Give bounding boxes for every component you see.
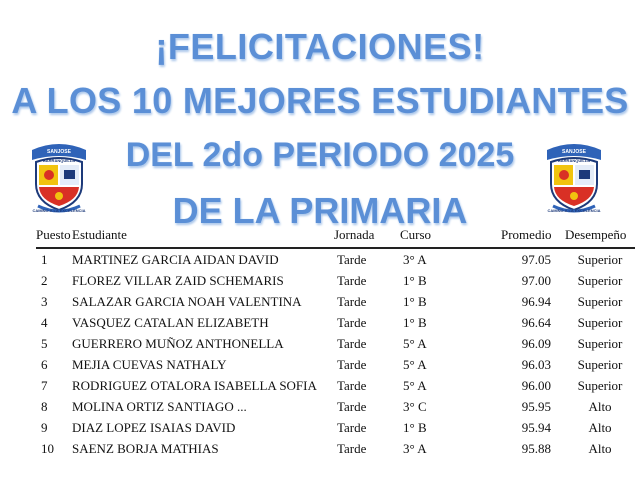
cell-promedio: 96.94 — [521, 293, 551, 309]
school-crest-left — [24, 140, 94, 216]
column-header-estudiante: Estudiante — [72, 227, 334, 248]
column-header-desempeno: Desempeño — [565, 227, 635, 248]
cell-desempeno: Superior — [577, 356, 623, 372]
cell-puesto: 5 — [41, 335, 48, 351]
ranking-table — [36, 227, 635, 459]
cell-puesto: 1 — [41, 251, 48, 267]
table-row — [36, 291, 635, 312]
cell-puesto: 9 — [41, 419, 48, 435]
cell-promedio: 97.00 — [521, 272, 551, 288]
table-row — [36, 248, 635, 270]
cell-curso: 1° B — [403, 293, 427, 309]
cell-estudiante: SAENZ BORJA MATHIAS — [72, 440, 219, 456]
cell-estudiante: MARTINEZ GARCIA AIDAN DAVID — [72, 251, 279, 267]
cell-estudiante: DIAZ LOPEZ ISAIAS DAVID — [72, 419, 236, 435]
cell-jornada: Tarde — [337, 419, 367, 435]
table-row — [36, 333, 635, 354]
table-row — [36, 312, 635, 333]
cell-desempeno: Superior — [577, 314, 623, 330]
crest-city-text: BARRANQUILLA — [42, 158, 76, 163]
cell-desempeno: Alto — [588, 419, 612, 435]
cell-puesto: 10 — [41, 440, 54, 456]
cell-promedio: 95.95 — [521, 398, 551, 414]
crest-city-text: BARRANQUILLA — [557, 158, 591, 163]
cell-desempeno: Superior — [577, 377, 623, 393]
cell-curso: 1° B — [403, 419, 427, 435]
cell-desempeno: Alto — [588, 440, 612, 456]
school-crest-right — [539, 140, 609, 216]
column-header-curso: Curso — [400, 227, 501, 248]
cell-jornada: Tarde — [337, 251, 367, 267]
column-header-promedio: Promedio — [501, 227, 565, 248]
cell-puesto: 7 — [41, 377, 48, 393]
crest-name-text: SANJOSE — [562, 149, 586, 155]
table-row — [36, 438, 635, 459]
headline-primaria: DE LA PRIMARIA — [172, 190, 468, 231]
cell-desempeno: Superior — [577, 335, 623, 351]
cell-estudiante: FLOREZ VILLAR ZAID SCHEMARIS — [72, 272, 284, 288]
cell-promedio: 95.94 — [521, 419, 551, 435]
cell-estudiante: MEJIA CUEVAS NATHALY — [72, 356, 227, 372]
cell-jornada: Tarde — [337, 377, 367, 393]
cell-jornada: Tarde — [337, 398, 367, 414]
cell-promedio: 96.03 — [521, 356, 551, 372]
cell-promedio: 97.05 — [521, 251, 551, 267]
cell-jornada: Tarde — [337, 335, 367, 351]
cell-curso: 5° A — [403, 377, 427, 393]
cell-desempeno: Superior — [577, 251, 623, 267]
cell-promedio: 95.88 — [521, 440, 551, 456]
cell-desempeno: Superior — [577, 272, 623, 288]
cell-curso: 1° B — [403, 314, 427, 330]
cell-jornada: Tarde — [337, 440, 367, 456]
cell-desempeno: Alto — [588, 398, 612, 414]
crest-name-text: SANJOSE — [47, 149, 71, 155]
cell-puesto: 4 — [41, 314, 48, 330]
cell-estudiante: RODRIGUEZ OTALORA ISABELLA SOFIA — [72, 377, 317, 393]
cell-puesto: 2 — [41, 272, 48, 288]
cell-jornada: Tarde — [337, 356, 367, 372]
cell-estudiante: GUERRERO MUÑOZ ANTHONELLA — [72, 335, 284, 351]
cell-puesto: 3 — [41, 293, 48, 309]
table-row — [36, 396, 635, 417]
cell-curso: 5° A — [403, 356, 427, 372]
column-header-puesto: Puesto — [36, 227, 72, 248]
cell-curso: 5° A — [403, 335, 427, 351]
cell-desempeno: Superior — [577, 293, 623, 309]
table-row — [36, 354, 635, 375]
crest-motto-text: CAMINO A LA EXCELENCIA — [32, 208, 86, 213]
cell-curso: 3° A — [403, 251, 427, 267]
cell-curso: 1° B — [403, 272, 427, 288]
cell-jornada: Tarde — [337, 272, 367, 288]
crest-motto-text: CAMINO A LA EXCELENCIA — [547, 208, 601, 213]
cell-curso: 3° A — [403, 440, 427, 456]
cell-promedio: 96.09 — [521, 335, 551, 351]
cell-puesto: 6 — [41, 356, 48, 372]
cell-curso: 3° C — [403, 398, 427, 414]
cell-puesto: 8 — [41, 398, 48, 414]
cell-promedio: 96.64 — [521, 314, 551, 330]
headline-mejores-estudiantes: A LOS 10 MEJORES ESTUDIANTES — [11, 80, 629, 121]
column-header-jornada: Jornada — [334, 227, 400, 248]
table-header-row — [36, 227, 635, 248]
cell-jornada: Tarde — [337, 293, 367, 309]
cell-estudiante: VASQUEZ CATALAN ELIZABETH — [72, 314, 269, 330]
cell-estudiante: SALAZAR GARCIA NOAH VALENTINA — [72, 293, 302, 309]
table-row — [36, 270, 635, 291]
headline-periodo: DEL 2do PERIODO 2025 — [125, 136, 515, 174]
cell-estudiante: MOLINA ORTIZ SANTIAGO ... — [72, 398, 247, 414]
table-row — [36, 375, 635, 396]
cell-jornada: Tarde — [337, 314, 367, 330]
table-row — [36, 417, 635, 438]
cell-promedio: 96.00 — [521, 377, 551, 393]
headline-felicitaciones: ¡FELICITACIONES! — [155, 26, 485, 67]
